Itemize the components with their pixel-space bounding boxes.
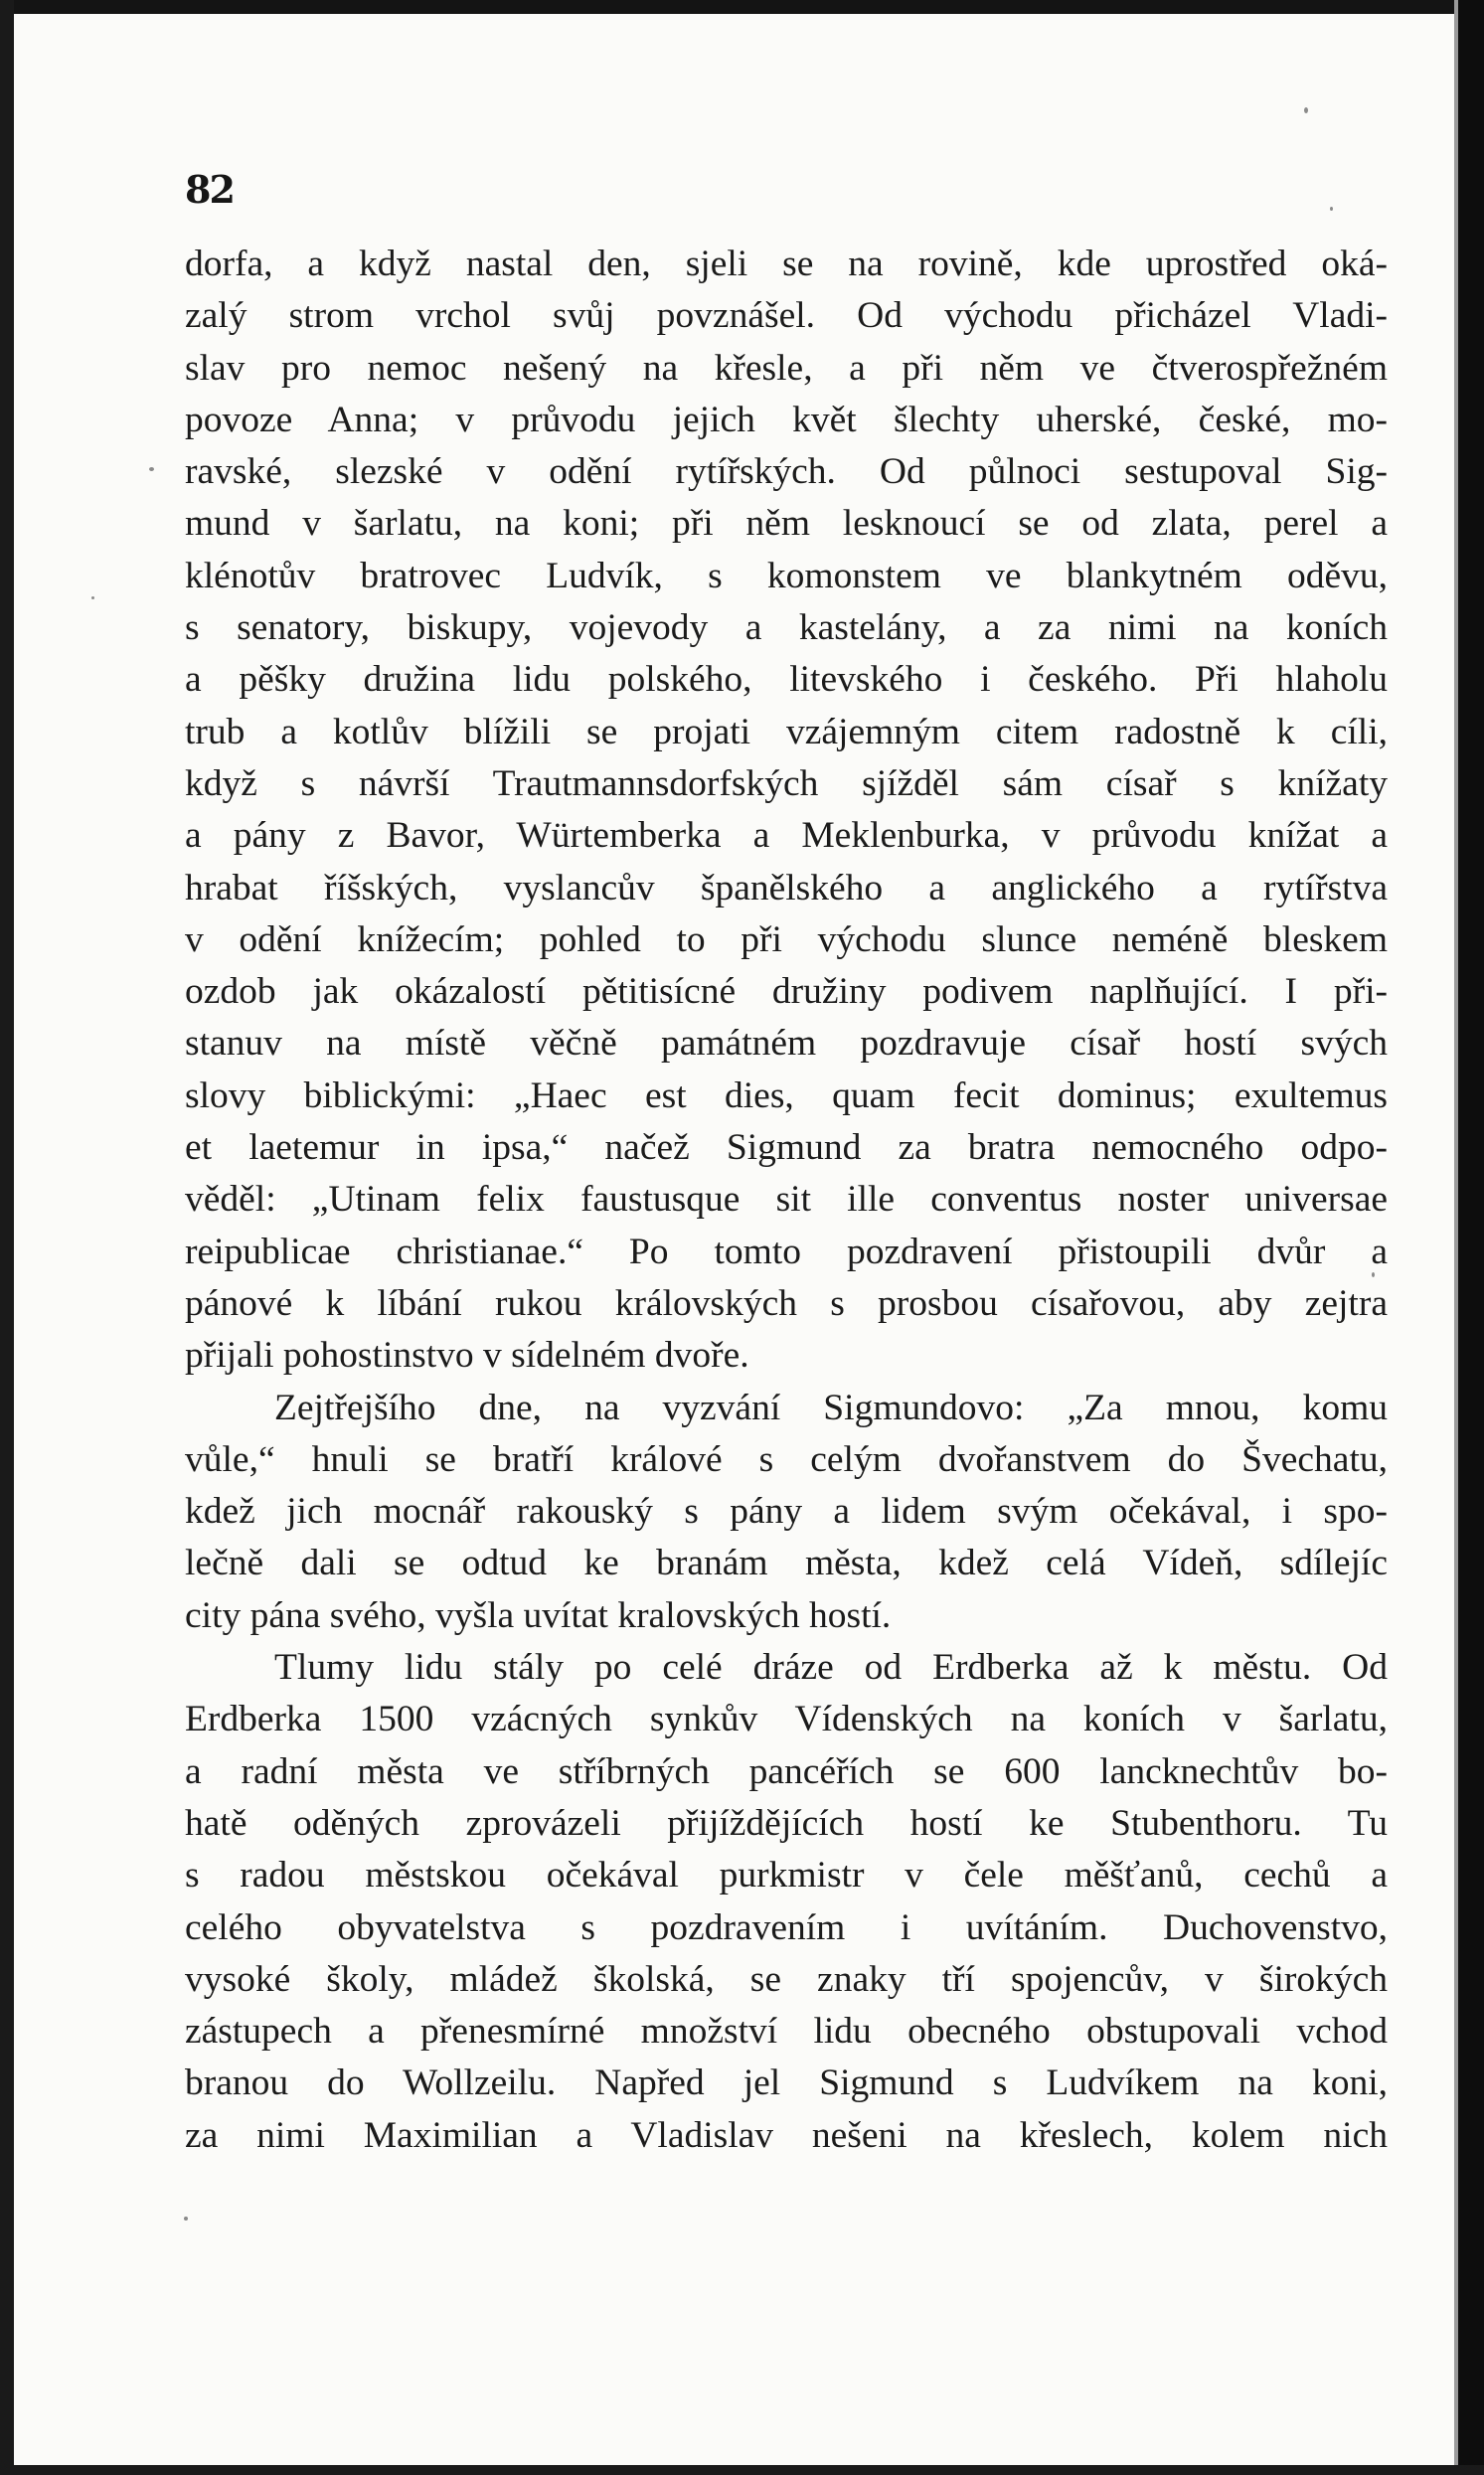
- scan-border-left: [0, 0, 14, 2475]
- text-line: ozdob jak okázalostí pětitisícné družiny podivem naplňující. I při-: [185, 971, 1388, 1013]
- text-line: vůle,“ hnuli se bratří králové s celým dvořanstvem do Švechatu,: [185, 1438, 1388, 1480]
- paper-speck: [91, 596, 94, 599]
- text-line: Erdberka 1500 vzácných synkův Vídenských na koních v šarlatu,: [185, 1699, 1388, 1740]
- scan-border-right: [1458, 0, 1484, 2475]
- text-line: et laetemur in ipsa,“ načež Sigmund za bratra nemocného odpo-: [185, 1127, 1388, 1169]
- scan-border-top: [0, 0, 1484, 14]
- text-line: kdež jich mocnář rakouský s pány a lidem svým očekával, i spo-: [185, 1491, 1388, 1533]
- text-line: a pány z Bavor, Würtemberka a Meklenburka, v průvodu knížat a: [185, 815, 1388, 857]
- text-line: když s návrší Trautmannsdorfských sjížděl sám císař s knížaty: [185, 762, 1388, 804]
- text-line: a pěšky družina lidu polského, litevského i českého. Při hlaholu: [185, 659, 1388, 701]
- text-line: Tlumy lidu stály po celé dráze od Erdberka až k městu. Od: [274, 1647, 1388, 1689]
- text-line: slav pro nemoc nešený na křesle, a při něm ve čtverospřežném: [185, 347, 1388, 389]
- text-line: s senatory, biskupy, vojevody a kastelány, a za nimi na koních: [185, 607, 1388, 649]
- text-line: přijali pohostinstvo v sídelném dvoře.: [185, 1335, 749, 1377]
- text-line: věděl: „Utinam felix faustusque sit ille conventus noster universae: [185, 1179, 1388, 1221]
- text-line: ravské, slezské v odění rytířských. Od půlnoci sestupoval Sig-: [185, 451, 1388, 493]
- paragraph-1: [185, 239, 1388, 1383]
- text-line: a radní města ve stříbrných pancéřích se 600 lancknechtův bo-: [185, 1750, 1388, 1792]
- page-number: 82: [185, 167, 234, 212]
- paper-speck: [184, 2217, 188, 2221]
- text-line: lečně dali se odtud ke branám města, kdež celá Vídeň, sdílejíc: [185, 1543, 1388, 1584]
- text-line: s radou městskou očekával purkmistr v čele měšťanů, cechů a: [185, 1855, 1388, 1897]
- text-line: za nimi Maximilian a Vladislav nešeni na křeslech, kolem nich: [185, 2114, 1388, 2156]
- text-line: pánové k líbání rukou královských s prosbou císařovou, aby zejtra: [185, 1282, 1388, 1324]
- text-line: stanuv na místě věčně památném pozdravuje císař hostí svých: [185, 1023, 1388, 1065]
- text-line: celého obyvatelstva s pozdravením i uvítáním. Duchovenstvo,: [185, 1906, 1388, 1948]
- text-line: branou do Wollzeilu. Napřed jel Sigmund s Ludvíkem na koni,: [185, 2062, 1388, 2104]
- text-line: slovy biblickými: „Haec est dies, quam fecit dominus; exultemus: [185, 1074, 1388, 1116]
- text-line: mund v šarlatu, na koni; při něm lesknoucí se od zlata, perel a: [185, 503, 1388, 545]
- text-line: zalý strom vrchol svůj povznášel. Od východu přicházel Vladi-: [185, 295, 1388, 337]
- paper-speck: [1330, 207, 1333, 211]
- paper-speck: [149, 467, 154, 471]
- text-line: reipublicae christianae.“ Po tomto pozdravení přistoupili dvůr a: [185, 1231, 1388, 1272]
- text-line: hatě oděných zprovázeli přijíždějících hostí ke Stubenthoru. Tu: [185, 1802, 1388, 1844]
- text-line: city pána svého, vyšla uvítat kralovských hostí.: [185, 1594, 892, 1636]
- text-line: hrabat říšských, vyslancův španělského a anglického a rytířstva: [185, 867, 1388, 908]
- text-line: v odění knížecím; pohled to při východu slunce neméně bleskem: [185, 918, 1388, 960]
- text-line: Zejtřejšího dne, na vyzvání Sigmundovo: „Za mnou, komu: [274, 1387, 1388, 1428]
- body-text: [185, 239, 1388, 2162]
- text-line: trub a kotlův blížili se projati vzájemným citem radostně k cíli,: [185, 711, 1388, 752]
- scan-border-bottom: [0, 2465, 1484, 2475]
- text-line: dorfa, a když nastal den, sjeli se na rovině, kde uprostřed oká-: [185, 244, 1388, 284]
- text-line: vysoké školy, mládež školská, se znaky tří spojencův, v širokých: [185, 1958, 1388, 2000]
- text-line: zástupech a přenesmírné množství lidu obecného obstupovali vchod: [185, 2011, 1388, 2053]
- text-line: povoze Anna; v průvodu jejich květ šlechty uherské, české, mo-: [185, 399, 1388, 440]
- paragraph-3: [185, 1642, 1388, 2162]
- text-line: klénotův bratrovec Ludvík, s komonstem ve blankytném oděvu,: [185, 555, 1388, 596]
- paper-speck: [1304, 107, 1308, 113]
- paragraph-2: [185, 1383, 1388, 1642]
